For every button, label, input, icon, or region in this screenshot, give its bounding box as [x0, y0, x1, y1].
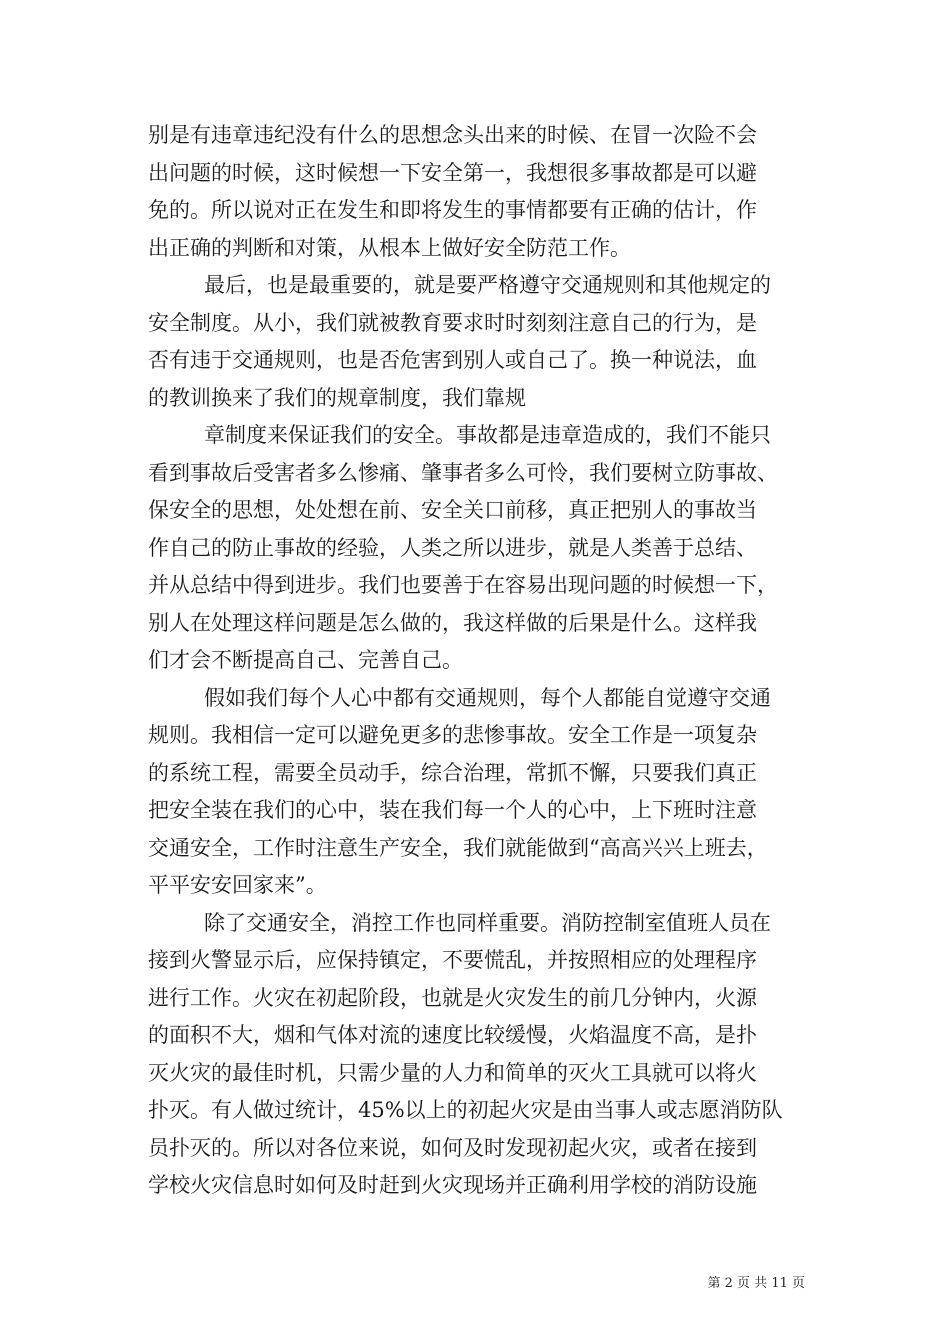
text-line: 扑灭。有人做过统计，45%以上的初起火灾是由当事人或志愿消防队 [148, 1098, 783, 1122]
text-line: 别人在处理这样问题是怎么做的，我这样做的后果是什么。这样我 [148, 610, 757, 635]
text-line: 灭火灾的最佳时机，只需少量的人力和简单的灭火工具就可以将火 [148, 1060, 757, 1085]
text-line: 出问题的时候，这时候想一下安全第一，我想很多事故都是可以避 [148, 160, 757, 185]
text-line: 规则。我相信一定可以避免更多的悲惨事故。安全工作是一项复杂 [148, 723, 757, 747]
text-line: 别是有违章违纪没有什么的思想念头出来的时候、在冒一次险不会 [148, 123, 757, 147]
paragraph-first-line: 假如我们每个人心中都有交通规则，每个人都能自觉遵守交通 [204, 685, 771, 710]
paragraph-first-line: 章制度来保证我们的安全。事故都是违章造成的，我们不能只 [204, 423, 771, 447]
text-line: 并从总结中得到进步。我们也要善于在容易出现问题的时候想一下， [148, 573, 778, 597]
text-line: 接到火警显示后，应保持镇定，不要慌乱，并按照相应的处理程序 [148, 948, 757, 972]
text-line: 学校火灾信息时如何及时赶到火灾现场并正确利用学校的消防设施 [148, 1173, 757, 1197]
page-number-footer: 第 2 页 共 11 页 [707, 1276, 805, 1291]
text-line: 看到事故后受害者多么惨痛、肇事者多么可怜，我们要树立防事故、 [148, 460, 778, 485]
text-line: 的面积不大，烟和气体对流的速度比较缓慢，火焰温度不高，是扑 [148, 1023, 757, 1047]
text-line: 出正确的判断和对策，从根本上做好安全防范工作。 [148, 235, 631, 260]
body-text [148, 117, 808, 1205]
text-line: 作自己的防止事故的经验，人类之所以进步，就是人类善于总结、 [148, 535, 757, 560]
paragraph-first-line: 最后，也是最重要的，就是要严格遵守交通规则和其他规定的 [204, 273, 771, 297]
paragraph-first-line: 除了交通安全，消控工作也同样重要。消防控制室值班人员在 [204, 910, 771, 935]
text-line: 保安全的思想，处处想在前、安全关口前移，真正把别人的事故当 [148, 498, 757, 522]
text-line: 的教训换来了我们的规章制度，我们靠规 [148, 385, 526, 410]
text-line: 安全制度。从小，我们就被教育要求时时刻刻注意自己的行为，是 [148, 310, 757, 335]
text-line: 交通安全，工作时注意生产安全，我们就能做到“高高兴兴上班去， [148, 835, 768, 860]
text-line: 否有违于交通规则，也是否危害到别人或自己了。换一种说法，血 [148, 348, 757, 372]
text-line: 们才会不断提高自己、完善自己。 [148, 648, 463, 672]
text-line: 的系统工程，需要全员动手，综合治理，常抓不懈，只要我们真正 [148, 760, 757, 785]
text-line: 平平安安回家来”。 [148, 873, 327, 897]
text-line: 把安全装在我们的心中，装在我们每一个人的心中，上下班时注意 [148, 798, 757, 822]
text-line: 进行工作。火灾在初起阶段，也就是火灾发生的前几分钟内，火源 [148, 985, 757, 1010]
text-line: 员扑灭的。所以对各位来说，如何及时发现初起火灾，或者在接到 [148, 1135, 757, 1160]
text-line: 免的。所以说对正在发生和即将发生的事情都要有正确的估计，作 [148, 198, 757, 222]
